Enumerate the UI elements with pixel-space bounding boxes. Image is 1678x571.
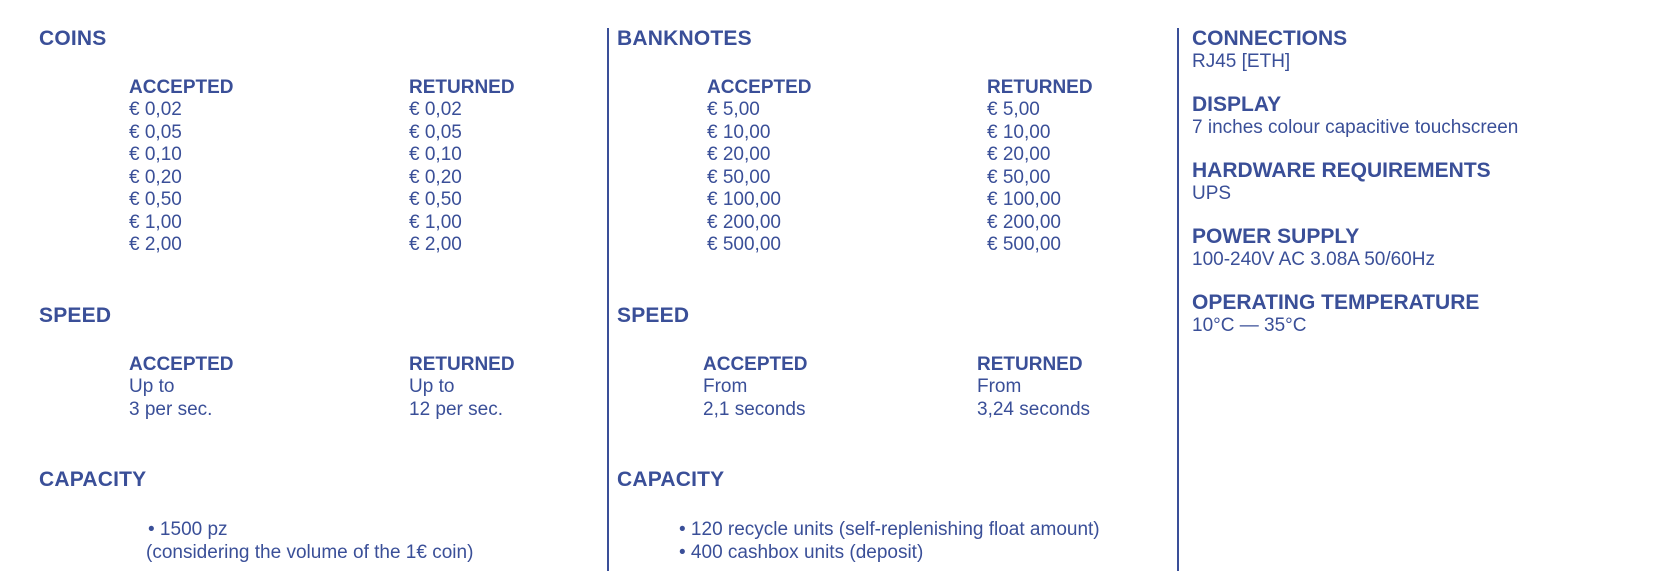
spec-display (1192, 93, 1518, 139)
banknotes-capacity-line: • 120 recycle units (self-replenishing float amount) (679, 519, 1100, 540)
spec-display-value: 7 inches colour capacitive touchscreen (1192, 117, 1519, 138)
specs-column (1178, 0, 1678, 571)
coin-value: € 0,20 (409, 166, 462, 188)
banknotes-capacity-list (679, 518, 1100, 564)
coin-value: € 0,20 (129, 166, 182, 188)
banknote-value: € 100,00 (987, 189, 1061, 210)
spec-connections-value: RJ45 [ETH] (1192, 51, 1291, 72)
banknote-value: € 10,00 (707, 121, 771, 143)
coin-value: € 0,02 (129, 99, 182, 120)
banknotes-capacity-title: CAPACITY (617, 468, 725, 491)
banknotes-speed-returned-line1: From (977, 376, 1022, 397)
coins-title: COINS (39, 27, 107, 50)
coins-column (0, 0, 607, 571)
coin-value: € 1,00 (129, 211, 182, 233)
banknote-value: € 50,00 (987, 166, 1051, 188)
spec-temperature-value: 10°C — 35°C (1192, 315, 1307, 336)
spec-temperature (1192, 291, 1479, 337)
banknotes-speed-accepted (703, 354, 808, 421)
banknote-value: € 500,00 (987, 234, 1061, 255)
spec-power-title: POWER SUPPLY (1192, 225, 1360, 248)
banknotes-speed-returned-line2: 3,24 seconds (977, 398, 1091, 420)
coins-speed-returned-line2: 12 per sec. (409, 398, 503, 420)
coin-value: € 0,50 (409, 189, 462, 210)
coin-value: € 2,00 (409, 234, 462, 255)
coins-speed-accepted-line2: 3 per sec. (129, 398, 213, 420)
coins-capacity-title: CAPACITY (39, 468, 147, 491)
banknote-value: € 20,00 (707, 144, 771, 165)
banknotes-speed-accepted-line1: From (703, 376, 748, 397)
spec-hardware-title: HARDWARE REQUIREMENTS (1192, 159, 1491, 182)
banknotes-column (607, 0, 1177, 571)
coin-value: € 1,00 (409, 211, 462, 233)
banknote-value: € 100,00 (707, 189, 781, 210)
banknotes-title: BANKNOTES (617, 27, 752, 50)
banknote-value: € 5,00 (987, 99, 1040, 120)
spec-hardware-value: UPS (1192, 183, 1232, 204)
banknotes-speed-accepted-label: ACCEPTED (703, 354, 808, 375)
banknote-value: € 5,00 (707, 99, 760, 120)
banknote-value: € 10,00 (987, 121, 1051, 143)
coin-value: € 0,10 (129, 144, 182, 165)
banknotes-returned-list (987, 77, 1093, 257)
banknotes-accepted-label: ACCEPTED (707, 77, 812, 98)
spec-connections-title: CONNECTIONS (1192, 27, 1348, 50)
banknotes-returned-label: RETURNED (987, 77, 1093, 98)
banknotes-capacity-line: • 400 cashbox units (deposit) (679, 542, 924, 563)
banknotes-speed-accepted-line2: 2,1 seconds (703, 398, 806, 420)
coin-value: € 0,50 (129, 189, 182, 210)
coins-capacity-line: • 1500 pz (148, 519, 228, 540)
coins-accepted-list (129, 77, 234, 257)
spec-hardware (1192, 159, 1491, 205)
coins-speed-title: SPEED (39, 304, 112, 327)
banknotes-speed-returned (977, 354, 1090, 421)
coins-speed-returned (409, 354, 515, 421)
banknote-value: € 500,00 (707, 234, 781, 255)
spec-connections (1192, 27, 1347, 73)
coins-speed-returned-line1: Up to (409, 376, 455, 397)
coins-speed-returned-label: RETURNED (409, 354, 515, 375)
banknote-value: € 200,00 (707, 211, 781, 233)
coins-speed-accepted-label: ACCEPTED (129, 354, 234, 375)
coins-speed-accepted (129, 354, 234, 421)
spec-temperature-title: OPERATING TEMPERATURE (1192, 291, 1480, 314)
banknotes-speed-returned-label: RETURNED (977, 354, 1083, 375)
coins-returned-list (409, 77, 515, 257)
coins-accepted-label: ACCEPTED (129, 77, 234, 98)
banknotes-speed-title: SPEED (617, 304, 690, 327)
banknote-value: € 50,00 (707, 166, 771, 188)
banknote-value: € 20,00 (987, 144, 1051, 165)
coin-value: € 0,10 (409, 144, 462, 165)
banknote-value: € 200,00 (987, 211, 1061, 233)
coin-value: € 0,02 (409, 99, 462, 120)
spec-power-value: 100-240V AC 3.08A 50/60Hz (1192, 249, 1435, 270)
coin-value: € 0,05 (409, 121, 462, 143)
coin-value: € 2,00 (129, 234, 182, 255)
coins-returned-label: RETURNED (409, 77, 515, 98)
spec-power (1192, 225, 1435, 271)
coins-capacity-line: (considering the volume of the 1€ coin) (146, 542, 474, 563)
spec-display-title: DISPLAY (1192, 93, 1282, 116)
banknotes-accepted-list (707, 77, 812, 257)
coins-capacity-list (146, 518, 473, 564)
coin-value: € 0,05 (129, 121, 182, 143)
coins-speed-accepted-line1: Up to (129, 376, 175, 397)
